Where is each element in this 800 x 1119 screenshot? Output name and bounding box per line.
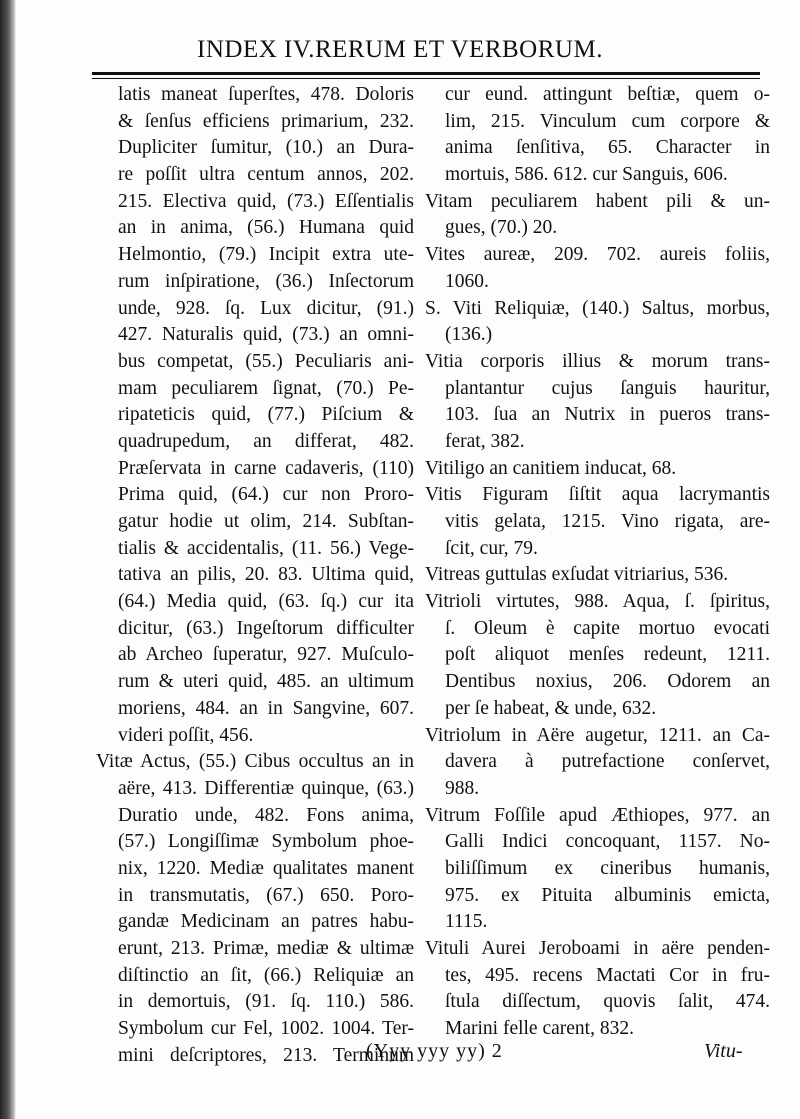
index-line: Duratio unde, 482. Fons anima, [118,804,414,826]
index-line: ferat, 382. [445,430,525,452]
index-line: lim, 215. Vinculum cum corpore & [445,110,770,132]
index-line: 103. ſua an Nutrix in pueros trans- [445,404,770,426]
index-line: Prima quid, (64.) cur non Proro- [118,484,414,506]
index-line: re poſſit ultra centum annos, 202. [118,164,414,186]
index-entry-start: Vitrum Foſſile apud Æthiopes, 977. an [425,804,770,826]
index-line: latis maneat ſuperſtes, 478. Doloris [118,84,414,105]
index-line: biliſſimum ex cineribus humanis, [445,857,770,879]
index-line: mortuis, 586. 612. cur Sanguis, 606. [445,164,728,186]
index-line: in transmutatis, (67.) 650. Poro- [118,884,414,906]
index-line: ſtula diſſectum, quovis ſalit, 474. [445,991,770,1013]
index-line: gandæ Medicinam an patres habu- [118,911,414,933]
index-line: an in anima, (56.) Humana quid [118,217,414,239]
index-line: diſtinctio an ſit, (66.) Reliquiæ an [118,964,414,986]
index-line: vitis gelata, 1215. Vino rigata, are- [445,511,770,532]
index-line: per ſe habeat, & unde, 632. [445,697,657,719]
right-column [425,82,770,1043]
index-line: ripateticis quid, (77.) Piſcium & [118,404,414,426]
index-line: anima ſenſitiva, 65. Character in [445,137,770,159]
index-line: poſt aliquot menſes redeunt, 1211. [445,644,770,666]
index-line: Dupliciter ſumitur, (10.) an Dura- [118,137,414,159]
index-entry-start: Vitrioli virtutes, 988. Aqua, ſ. ſpiritus, [425,591,770,613]
index-line: rum & uteri quid, 485. an ultimum [118,671,414,693]
index-line: in demortuis, (91. ſq. 110.) 586. [118,991,414,1013]
index-line: quadrupedum, an differat, 482. [118,430,414,452]
index-line: Helmontio, (79.) Incipit extra ute- [118,244,414,266]
index-line: unde, 928. ſq. Lux dicitur, (91.) [118,297,414,319]
index-entry-start: Vitam peculiarem habent pili & un- [425,190,770,212]
index-line: Symbolum cur Fel, 1002. 1004. Ter- [118,1018,414,1040]
book-spine-shadow [0,0,16,1119]
index-line: gatur hodie ut olim, 214. Subſtan- [118,511,414,532]
index-line: (64.) Media quid, (63. ſq.) cur ita [118,591,414,613]
index-line: (136.) [445,324,493,346]
header-rule-thin [92,78,760,79]
running-head: INDEX IV.RERUM ET VERBORUM. [197,36,603,63]
index-line: davera à putrefactione conſervet, [445,751,770,773]
index-entry-start: Vites aureæ, 209. 702. aureis foliis, [425,244,770,266]
index-entry-start: S. Viti Reliquiæ, (140.) Saltus, morbus, [425,297,770,319]
index-entry-start: Vitiligo an canitiem inducat, 68. [425,457,677,479]
index-line: mam peculiarem ſignat, (70.) Pe- [118,377,414,399]
index-line: 975. ex Pituita albuminis emicta, [445,884,770,906]
index-line: gues, (70.) 20. [445,217,558,239]
index-entry-start: Vitriolum in Aëre augetur, 1211. an Ca- [425,724,770,746]
catchword: Vitu- [704,1040,743,1062]
index-line: mini deſcriptores, 213. Terminum [118,1044,414,1066]
index-line: (57.) Longiſſimæ Symbolum phoe- [118,831,414,853]
index-line: ſ. Oleum è capite mortuo evocati [445,617,770,639]
index-line: 1060. [445,270,489,292]
index-line: tativa an pilis, 20. 83. Ultima quid, [118,564,414,586]
index-line: 215. Electiva quid, (73.) Eſſentialis [118,190,414,212]
index-line: & ſenſus efficiens primarium, 232. [118,110,414,132]
index-line: 1115. [445,911,488,933]
index-entry-start: Vitæ Actus, (55.) Cibus occultus an in [96,751,414,773]
index-line: Galli Indici concoquant, 1157. No- [445,831,770,853]
index-entry-start: Vitia corporis illius & morum trans- [425,350,770,372]
index-line: aëre, 413. Differentiæ quinque, (63.) [118,777,414,799]
index-line: nix, 1220. Mediæ qualitates manent [118,857,414,879]
index-line: videri poſſit, 456. [118,724,254,746]
index-entry-start: Vitreas guttulas exſudat vitriarius, 536. [425,564,729,586]
index-line: 427. Naturalis quid, (73.) an omni- [118,324,414,346]
left-column [96,82,414,1069]
index-line: 988. [445,777,480,799]
index-line: tialis & accidentalis, (11. 56.) Vege- [118,537,414,559]
index-line: cur eund. attingunt beſtiæ, quem o- [445,84,770,105]
signature-mark: (Yyy yyy yy) 2 [366,1040,503,1062]
index-line: Marini felle carent, 832. [445,1018,634,1040]
index-line: plantantur cujus ſanguis hauritur, [445,377,770,399]
index-line: Præſervata in carne cadaveris, (110) [118,457,414,479]
index-line: moriens, 484. an in Sangvine, 607. [118,697,414,719]
page-footer [0,1040,800,1070]
index-line: ab Archeo ſuperatur, 927. Muſculo- [118,644,414,666]
index-line: dicitur, (63.) Ingeſtorum difficulter [118,617,414,639]
header-rule-thick [92,72,760,75]
index-line: Dentibus noxius, 206. Odorem an [445,671,770,693]
index-entry-start: Vituli Aurei Jeroboami in aëre penden- [425,938,770,959]
index-line: erunt, 213. Primæ, mediæ & ultimæ [118,938,414,959]
index-line: bus competat, (55.) Peculiaris ani- [118,350,414,372]
index-line: tes, 495. recens Mactati Cor in fru- [445,964,770,986]
index-line: ſcit, cur, 79. [445,537,538,559]
index-line: rum inſpiratione, (36.) Inſectorum [118,270,414,292]
index-entry-start: Vitis Figuram ſiſtit aqua lacrymantis [425,484,770,506]
